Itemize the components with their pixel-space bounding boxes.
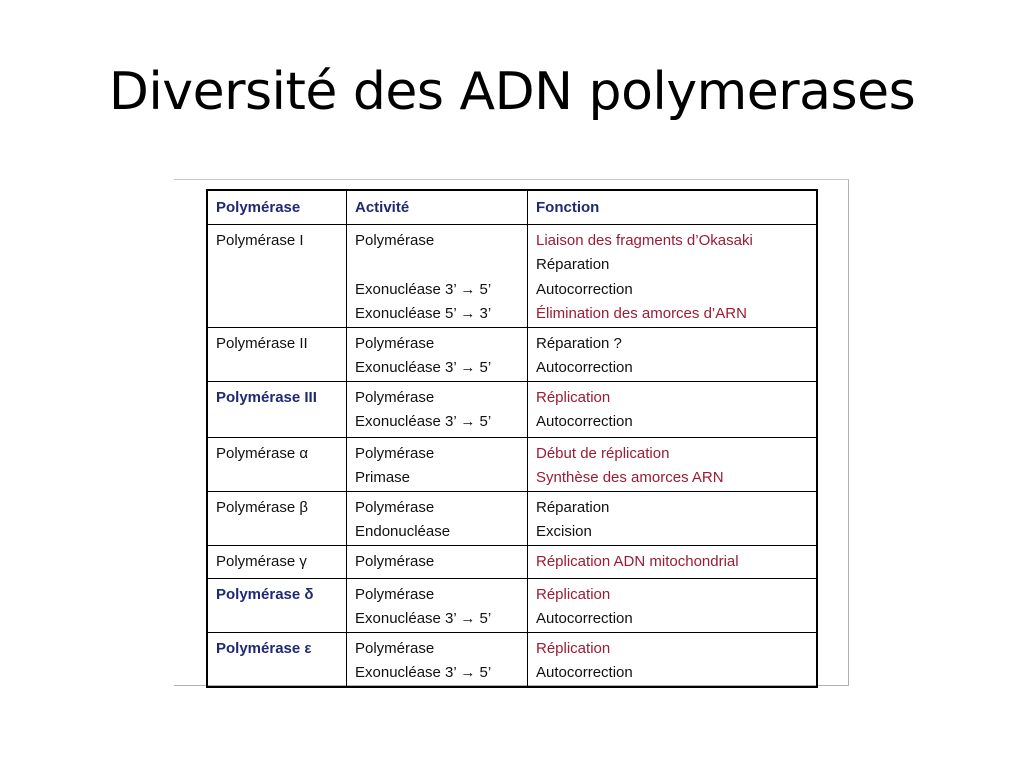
row-fonctions: Réparation ? Autocorrection xyxy=(528,327,818,381)
row-activites: Polymérase Exonucléase 3’ → 5’ xyxy=(347,578,528,632)
image-frame-top xyxy=(174,179,849,180)
row-fonctions: Réplication Autocorrection xyxy=(528,632,818,687)
table-row xyxy=(207,545,817,578)
row-fonctions: Début de réplication Synthèse des amorces ARN xyxy=(528,437,818,491)
table-row xyxy=(207,381,817,437)
row-fonctions: Réparation Excision xyxy=(528,491,818,545)
row-activites: Polymérase Exonucléase 3’ → 5’ Exonucléase 5’ → 3’ xyxy=(347,224,528,327)
table-row xyxy=(207,327,817,381)
row-fonctions: Réplication Autocorrection xyxy=(528,381,818,437)
row-activites: Polymérase xyxy=(347,545,528,578)
row-name: Polymérase γ xyxy=(207,545,347,578)
row-fonctions: Réplication Autocorrection xyxy=(528,578,818,632)
row-name: Polymérase III xyxy=(207,381,347,437)
row-activites: Polymérase Exonucléase 3’ → 5’ xyxy=(347,632,528,687)
header-activite: Activité xyxy=(347,190,528,224)
table-row xyxy=(207,632,817,687)
header-fonction: Fonction xyxy=(528,190,818,224)
row-activites: Polymérase Exonucléase 3’ → 5’ xyxy=(347,327,528,381)
row-fonctions: Liaison des fragments d’Okasaki Réparation Autocorrection Élimination des amorces d’ARN xyxy=(528,224,818,327)
table-row xyxy=(207,437,817,491)
row-fonctions: Réplication ADN mitochondrial xyxy=(528,545,818,578)
slide-title: Diversité des ADN polymerases xyxy=(108,62,916,122)
row-name: Polymérase β xyxy=(207,491,347,545)
table-row xyxy=(207,491,817,545)
row-name: Polymérase δ xyxy=(207,578,347,632)
row-name: Polymérase ε xyxy=(207,632,347,687)
table-row xyxy=(207,224,817,327)
row-activites: Polymérase Exonucléase 3’ → 5’ xyxy=(347,381,528,437)
row-name: Polymérase II xyxy=(207,327,347,381)
row-name: Polymérase I xyxy=(207,224,347,327)
table-header-row xyxy=(207,190,817,224)
polymerase-table xyxy=(206,189,818,688)
row-activites: Polymérase Endonucléase xyxy=(347,491,528,545)
row-name: Polymérase α xyxy=(207,437,347,491)
header-polymerase: Polymérase xyxy=(207,190,347,224)
row-activites: Polymérase Primase xyxy=(347,437,528,491)
table-row xyxy=(207,578,817,632)
